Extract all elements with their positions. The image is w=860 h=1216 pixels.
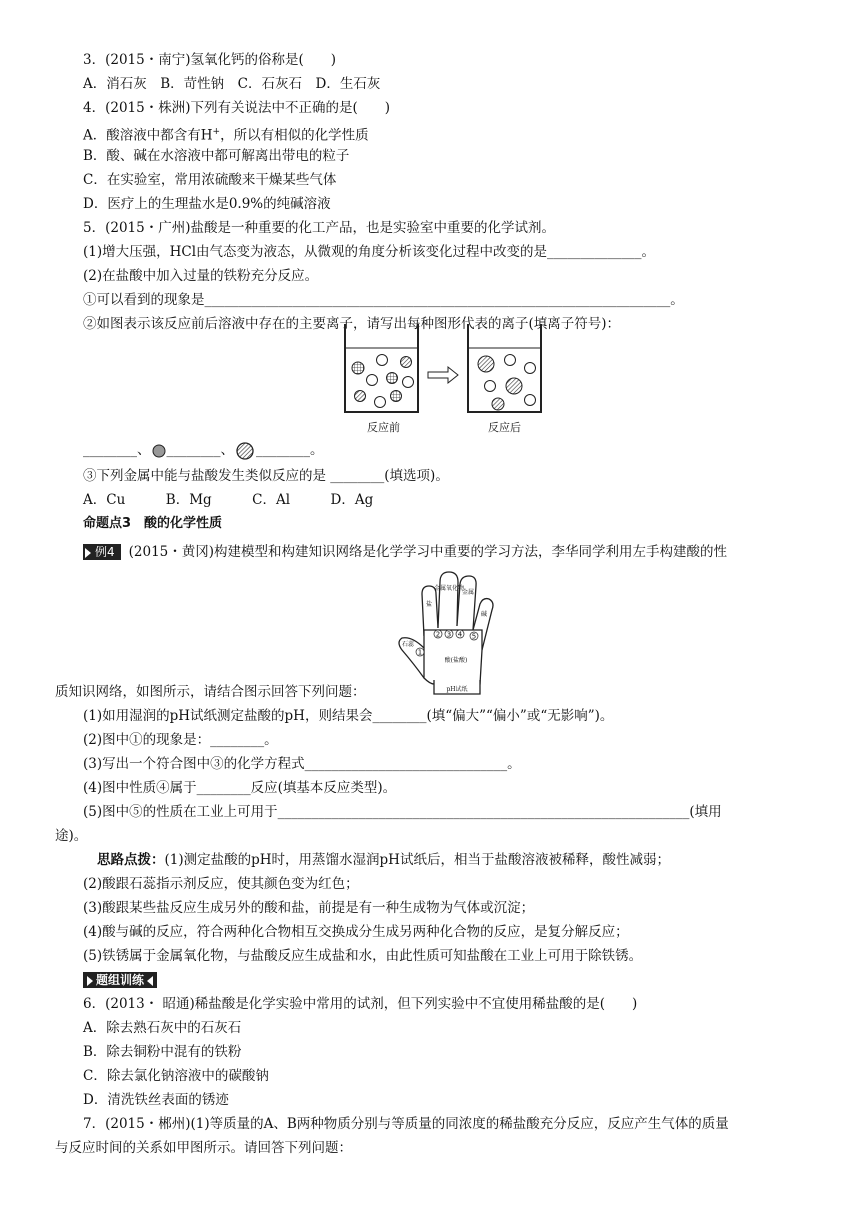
- svg-text:5: 5: [471, 632, 477, 641]
- q4-option-b: B．酸、碱在水溶液中都可解离出带电的粒子: [83, 148, 350, 164]
- example4-stem-cont: 质知识网络，如图所示，请结合图示回答下列问题：: [55, 684, 366, 700]
- triangle-right-icon: [87, 976, 93, 986]
- q5-options: A．Cu B．Mg C．Al D．Ag: [83, 492, 374, 508]
- beaker-after-label: 反应后: [488, 421, 521, 434]
- q4-option-a-post: ，所以有相似的化学性质: [220, 127, 369, 144]
- q3-stem: 3．(2015・南宁)氢氧化钙的俗称是( ): [83, 52, 337, 68]
- ion-blank-1: ________、: [83, 442, 151, 458]
- q5-part2: (2)在盐酸中加入过量的铁粉充分反应。: [83, 268, 319, 284]
- beaker-before: [345, 324, 418, 412]
- triangle-left-icon: [147, 976, 153, 986]
- q5-part1: (1)增大压强，HCl由气态变为液态，从微观的角度分析该变化过程中改变的是______________。: [83, 244, 656, 260]
- reaction-arrow: [428, 367, 458, 383]
- finger-label-2: 金属: [461, 589, 475, 596]
- finger-label-3: 金属氧化物: [433, 585, 465, 592]
- q5-part2b: ②如图表示该反应前后溶液中存在的主要离子，请写出每种图形代表的离子(填离子符号)：: [83, 316, 621, 332]
- hint-line-2: (2)酸跟石蕊指示剂反应，使其颜色变为红色；: [83, 876, 359, 892]
- example-tag-label: 例4: [95, 545, 115, 559]
- finger-label-4: 盐: [425, 601, 433, 608]
- group-training-tag: [83, 972, 157, 988]
- q4-option-a: [83, 122, 369, 146]
- q4-option-d: D．医疗上的生理盐水是0.9%的纯碱溶液: [83, 196, 331, 212]
- hand-diagram: [394, 566, 514, 696]
- q5-part3: ③下列金属中能与盐酸发生类似反应的是 ________(填选项)。: [83, 468, 449, 484]
- q4-stem: 4．(2015・株洲)下列有关说法中不正确的是( ): [83, 100, 391, 116]
- palm-label: 酸(盐酸): [444, 657, 468, 664]
- example-tag: [83, 544, 121, 560]
- q7-stem: 7．(2015・郴州)(1)等质量的A、B两种物质分别与等质量的同浓度的稀盐酸充分反应，反应产生气体的质量: [83, 1116, 729, 1132]
- hint-line-4: (4)酸与碱的反应，符合两种化合物相互交换成分生成另两种化合物的反应，是复分解反应；: [83, 924, 629, 940]
- hint-line-5: (5)铁锈属于金属氧化物，与盐酸反应生成盐和水，由此性质可知盐酸在工业上可用于除铁锈。: [83, 948, 643, 964]
- q4-option-a-sup: +: [212, 127, 221, 137]
- hint-text-1: (1)测定盐酸的pH时，用蒸馏水湿润pH试纸后，相当于盐酸溶液被稀释，酸性减弱；: [164, 852, 670, 868]
- beaker-after: [468, 324, 541, 412]
- small-circle-icon: [151, 443, 167, 459]
- q7-stem-cont: 与反应时间的关系如甲图所示。请回答下列问题：: [55, 1140, 352, 1156]
- hatched-circle-icon: [234, 441, 256, 461]
- q6-stem: 6．(2013・ 昭通)稀盐酸是化学实验中常用的试剂，但下列实验中不宜使用稀盐酸的是( ): [83, 996, 638, 1012]
- svg-text:3: 3: [446, 630, 452, 639]
- example4-q2: (2)图中①的现象是：________。: [83, 732, 278, 748]
- example4-q1: (1)如用湿润的pH试纸测定盐酸的pH，则结果会________(填“偏大”“偏小”或“无影响”)。: [83, 708, 614, 724]
- q6-option-c: C．除去氯化钠溶液中的碳酸钠: [83, 1068, 269, 1084]
- beaker-before-label: 反应前: [367, 421, 400, 434]
- hint-line-1: [97, 850, 670, 870]
- group-training-label: 题组训练: [96, 973, 145, 987]
- example4-q4: (4)图中性质④属于________反应(填基本反应类型)。: [83, 780, 397, 796]
- q4-option-a-pre: A．酸溶液中都含有H: [83, 127, 213, 144]
- hint-line-3: (3)酸跟某些盐反应生成另外的酸和盐，前提是有一种生成物为气体或沉淀；: [83, 900, 535, 916]
- example4-q5-cont: 途)。: [55, 828, 88, 844]
- q6-option-b: B．除去铜粉中混有的铁粉: [83, 1044, 242, 1060]
- wrist-label: pH试纸: [446, 686, 468, 693]
- q3-options: A．消石灰 B．苛性钠 C．石灰石 D．生石灰: [83, 76, 381, 92]
- ion-blank-2: ________、: [166, 442, 234, 458]
- triangle-icon: [85, 548, 91, 558]
- ion-blank-3: ________。: [256, 442, 324, 458]
- q6-option-a: A．除去熟石灰中的石灰石: [83, 1020, 242, 1036]
- q5-part2a: ①可以看到的现象是_____________________________________________________________________。: [83, 292, 684, 308]
- q6-option-d: D．清洗铁丝表面的锈迹: [83, 1092, 229, 1108]
- svg-text:4: 4: [457, 630, 463, 639]
- q5-stem: 5．(2015・广州)盐酸是一种重要的化工产品，也是实验室中重要的化学试剂。: [83, 220, 555, 236]
- thumb-label: 石蕊: [401, 641, 415, 648]
- hint-label: 思路点拨：: [97, 852, 165, 868]
- example4-stem: (2015・黄冈)构建模型和构建知识网络是化学学习中重要的学习方法，李华同学利用左手构建酸的性: [128, 544, 728, 560]
- svg-text:2: 2: [435, 630, 441, 639]
- group-training-header: [83, 970, 157, 990]
- example4-q5: (5)图中⑤的性质在工业上可用于_____________________________________________________________(填用: [83, 804, 722, 820]
- q5-ion-blanks: [83, 440, 324, 461]
- svg-text:1: 1: [417, 648, 423, 657]
- example4-q3: (3)写出一个符合图中③的化学方程式______________________________。: [83, 756, 521, 772]
- q4-option-c: C．在实验室，常用浓硫酸来干燥某些气体: [83, 172, 337, 188]
- beaker-diagram: [330, 322, 560, 442]
- finger-4: [422, 586, 438, 636]
- finger-label-1: 碱: [480, 611, 488, 618]
- section-title: 命题点3 酸的化学性质: [83, 516, 223, 531]
- finger-3: [438, 572, 458, 628]
- example4-stem-line: [83, 542, 727, 562]
